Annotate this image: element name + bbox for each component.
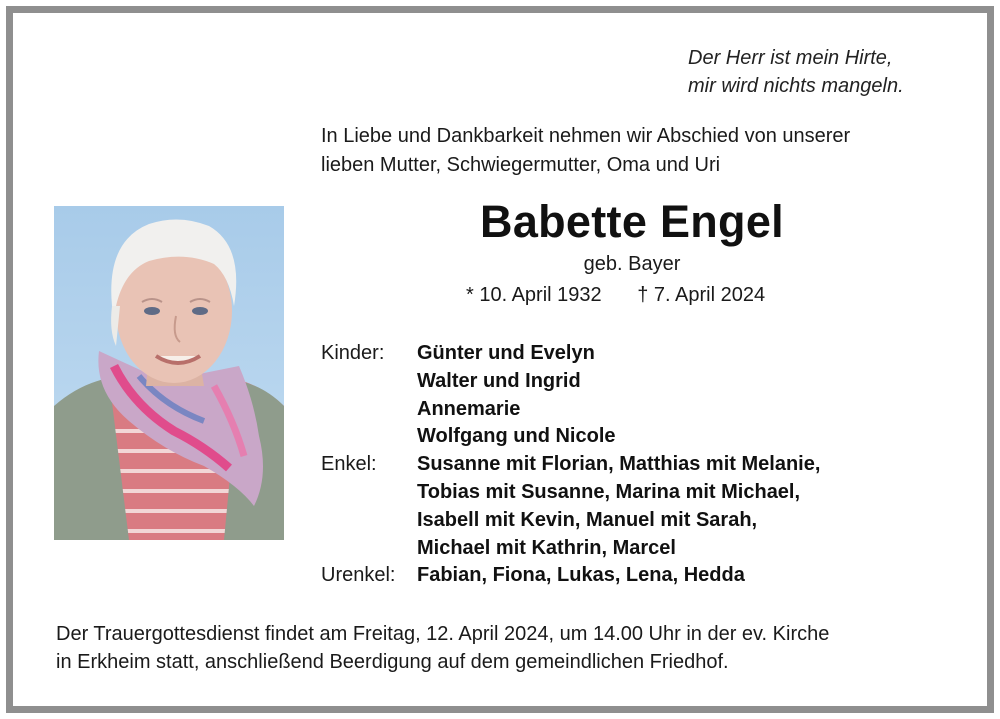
grandchild-entry: Michael mit Kathrin, Marcel — [417, 536, 676, 559]
life-dates — [466, 284, 765, 307]
death-date: † 7. April 2024 — [637, 284, 766, 306]
child-entry: Günter und Evelyn — [417, 342, 595, 364]
child-entry: Walter und Ingrid — [417, 369, 581, 392]
children-label: Kinder: — [321, 342, 385, 364]
children-row — [321, 340, 820, 451]
portrait-illustration — [54, 206, 284, 540]
maiden-name: geb. Bayer — [583, 253, 681, 275]
service-line-1: Der Trauergottesdienst findet am Freitag, 12. April 2024, um 14.00 Uhr in der ev. Kirche — [56, 623, 830, 645]
grandchild-entry: Susanne mit Florian, Matthias mit Melanie, — [417, 453, 821, 476]
great-grandchildren-label: Urenkel: — [321, 564, 396, 587]
child-entry: Wolfgang und Nicole — [417, 425, 616, 448]
great-grandchildren-row — [321, 562, 820, 590]
grandchild-entry: Tobias mit Susanne, Marina mit Michael, — [417, 480, 801, 503]
verse-line-1: Der Herr ist mein Hirte, — [688, 47, 893, 69]
birth-date: * 10. April 1932 — [466, 284, 602, 306]
children-names — [417, 340, 616, 451]
family-list — [321, 340, 820, 590]
great-grandchild-entry: Fabian, Fiona, Lukas, Lena, Hedda — [417, 564, 745, 587]
grandchildren-label: Enkel: — [321, 453, 377, 476]
grandchildren-row — [321, 451, 820, 562]
service-line-2: in Erkheim statt, anschließend Beerdigung auf dem gemeindlichen Friedhof. — [56, 651, 729, 673]
intro-text — [321, 122, 850, 180]
service-info — [56, 620, 829, 676]
great-grandchildren-names — [417, 562, 745, 590]
grandchild-entry: Isabell mit Kevin, Manuel mit Sarah, — [417, 508, 758, 531]
grandchildren-names — [417, 451, 820, 562]
intro-line-1: In Liebe und Dankbarkeit nehmen wir Abschied von unserer — [321, 125, 851, 147]
intro-line-2: lieben Mutter, Schwiegermutter, Oma und Uri — [321, 154, 721, 176]
portrait-photo — [54, 206, 284, 540]
child-entry: Annemarie — [417, 397, 521, 420]
deceased-name: Babette Engel — [480, 196, 784, 247]
verse-line-2: mir wird nichts mangeln. — [688, 75, 904, 97]
bible-verse — [688, 44, 904, 100]
